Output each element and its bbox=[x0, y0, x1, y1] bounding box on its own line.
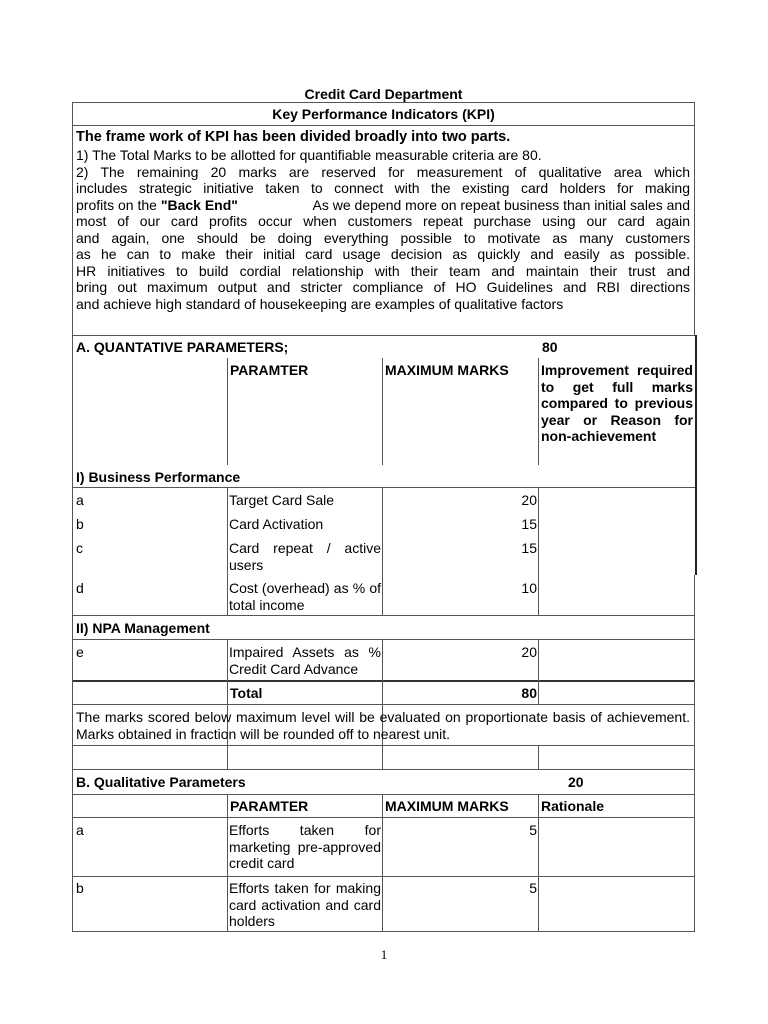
rule bbox=[382, 358, 383, 465]
row-param: Efforts taken for making card activation and card holders bbox=[229, 880, 381, 929]
row-param: Card repeat / active users bbox=[229, 540, 381, 573]
intro-body bbox=[76, 147, 690, 312]
rule bbox=[72, 817, 695, 818]
total-label: Total bbox=[230, 685, 263, 701]
rule bbox=[538, 487, 539, 615]
row-marks: 15 bbox=[521, 540, 537, 556]
intro-line: 2) The remaining 20 marks are reserved for measurement of qualitative area which bbox=[76, 163, 690, 180]
row-id: d bbox=[76, 580, 84, 596]
row-id: e bbox=[76, 644, 84, 660]
rule bbox=[72, 487, 695, 488]
rule bbox=[227, 745, 228, 769]
col-max-header: MAXIMUM MARKS bbox=[385, 798, 509, 814]
intro-line: HR initiatives to build cordial relationship with their team and maintain their trust and bbox=[76, 262, 690, 279]
kpi-title: Key Performance Indicators (KPI) bbox=[272, 106, 495, 122]
evaluation-note: The marks scored below maximum level will be evaluated on proportionate basis of achievement. Marks obtained in fraction will be rounded off to nearest unit. bbox=[76, 709, 690, 742]
intro-line: 1) The Total Marks to be allotted for quantifiable measurable criteria are 80. bbox=[76, 147, 542, 163]
rule bbox=[72, 769, 695, 770]
col-max-header: MAXIMUM MARKS bbox=[385, 362, 509, 378]
intro-line: includes strategic initiative taken to connect with the existing card holders for making bbox=[76, 180, 690, 196]
intro-line: and again, one should be doing everything possible to motivate as many customers bbox=[76, 229, 690, 246]
rule bbox=[72, 876, 695, 877]
intro-line: most of our card profits occur when customers repeat purchase using our card again bbox=[76, 213, 690, 229]
quantitative-total-marks: 80 bbox=[542, 339, 558, 355]
row-marks: 15 bbox=[521, 516, 537, 532]
npa-heading: II) NPA Management bbox=[76, 620, 210, 636]
intro-line-prefix: profits on the "Back End" bbox=[76, 196, 238, 213]
intro-line: and achieve high standard of housekeeping are examples of qualitative factors bbox=[76, 295, 564, 312]
qualitative-total-marks: 20 bbox=[568, 774, 584, 790]
total-value: 80 bbox=[521, 685, 537, 701]
row-marks: 5 bbox=[529, 880, 537, 896]
rule bbox=[72, 639, 695, 640]
row-id: b bbox=[76, 880, 84, 896]
row-id: c bbox=[76, 540, 83, 556]
row-marks: 5 bbox=[529, 822, 537, 838]
rule bbox=[72, 102, 695, 103]
rule bbox=[227, 358, 228, 465]
rule bbox=[694, 102, 695, 335]
rule bbox=[72, 931, 695, 932]
department-title: Credit Card Department bbox=[304, 86, 463, 102]
back-end-emphasis: "Back End" bbox=[160, 196, 238, 213]
rule bbox=[72, 704, 695, 705]
rule bbox=[538, 745, 539, 769]
page-number: 1 bbox=[380, 947, 388, 962]
intro-heading: The frame work of KPI has been divided broadly into two parts. bbox=[76, 129, 511, 145]
intro-line: as he can to make their initial card usage decision as quickly and easily as possible. bbox=[76, 246, 690, 262]
rule bbox=[382, 745, 383, 769]
col-improvement-header: Improvement required to get full marks compared to previous year or Reason for non-achievement bbox=[541, 362, 693, 444]
row-marks: 10 bbox=[521, 580, 537, 596]
rule bbox=[538, 358, 539, 465]
rule bbox=[72, 125, 695, 126]
row-param: Impaired Assets as % Credit Card Advance bbox=[229, 644, 381, 677]
row-param: Card Activation bbox=[229, 516, 324, 532]
rule bbox=[72, 615, 695, 616]
rule bbox=[72, 794, 695, 795]
row-param: Cost (overhead) as % of total income bbox=[229, 580, 381, 613]
row-id: a bbox=[76, 492, 84, 508]
rule bbox=[72, 102, 73, 931]
intro-line-rest: As we depend more on repeat business than initial sales and bbox=[312, 196, 690, 213]
rule bbox=[72, 745, 695, 746]
row-id: a bbox=[76, 822, 84, 838]
col-param-header: PARAMTER bbox=[230, 798, 309, 814]
rule bbox=[538, 794, 539, 931]
col-rationale-header: Rationale bbox=[541, 798, 605, 814]
rule bbox=[694, 575, 695, 931]
quantitative-heading: A. QUANTATIVE PARAMETERS; bbox=[76, 339, 289, 355]
row-marks: 20 bbox=[521, 492, 537, 508]
rule bbox=[72, 335, 695, 336]
rule bbox=[227, 487, 228, 615]
qualitative-heading: B. Qualitative Parameters bbox=[76, 774, 246, 790]
rule bbox=[72, 680, 695, 682]
row-param: Target Card Sale bbox=[229, 492, 335, 508]
rule bbox=[382, 794, 383, 931]
rule bbox=[695, 335, 697, 575]
rule bbox=[382, 487, 383, 615]
col-param-header: PARAMTER bbox=[230, 362, 309, 378]
business-performance-heading: I) Business Performance bbox=[76, 469, 241, 485]
intro-line: bring out maximum output and stricter compliance of HO Guidelines and RBI directions bbox=[76, 279, 690, 295]
row-id: b bbox=[76, 516, 84, 532]
intro-line bbox=[76, 197, 690, 214]
row-marks: 20 bbox=[521, 644, 537, 660]
rule bbox=[538, 639, 539, 704]
row-param: Efforts taken for marketing pre-approved credit card bbox=[229, 822, 381, 871]
rule bbox=[227, 794, 228, 931]
